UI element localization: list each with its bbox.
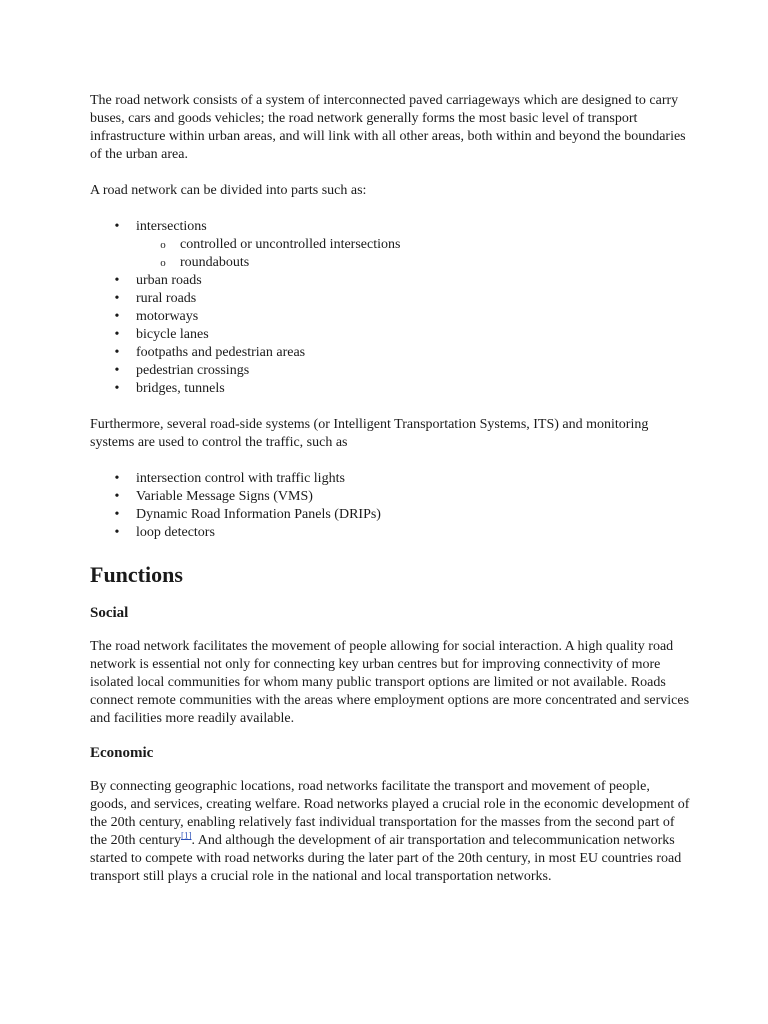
bullet-icon: • [114,273,120,288]
list-item-text: urban roads [136,273,202,288]
sub-list-item-text: roundabouts [180,255,250,270]
reference-link[interactable]: [1] [180,830,192,841]
list-item-text: rural roads [136,291,197,306]
list-item [90,488,690,506]
list-item [90,380,690,398]
bullet-icon: • [114,381,120,396]
list-item [90,326,690,344]
bullet-icon: • [114,345,120,360]
road-network-parts-list [90,218,690,398]
list-item-text: pedestrian crossings [136,363,250,378]
bullet-icon: • [114,489,120,504]
bullet-icon: • [114,471,120,486]
list-item-text: loop detectors [136,525,215,540]
bullet-icon: • [114,525,120,540]
list-item [90,362,690,380]
list-item-text: bridges, tunnels [136,381,225,396]
circle-bullet-icon: o [160,257,166,269]
list-item [90,506,690,524]
economic-text-before: By connecting geographic locations, road networks facilitate the transport and movement of people, goods, and services, creating welfare. Road networks played a crucial role in the economic development of the 20th century, enabling relatively fast individual transportation for the masses from the second part of the 20th century [90,779,690,848]
parts-intro-paragraph: A road network can be divided into parts such as: [90,183,367,198]
economic-text-after: . And although the development of air transportation and telecommunication networks started to compete with road networks during the later part of the 20th century, in most EU countries road transport still plays a crucial role in the national and local transportation networks. [90,833,682,884]
its-systems-list [90,470,690,542]
list-item-text: intersections [136,219,207,234]
document-page [90,92,690,886]
intro-paragraph: The road network consists of a system of interconnected paved carriageways which are designed to carry buses, cars and goods vehicles; the road network generally forms the most basic level of transport infrastructure within urban areas, and will link with all other areas, both within and beyond the boundaries of the urban area. [90,93,686,162]
list-item [90,524,690,542]
sub-list-item [136,236,690,254]
bullet-icon: • [114,507,120,522]
bullet-icon: • [114,219,120,234]
bullet-icon: • [114,291,120,306]
list-item-text: Dynamic Road Information Panels (DRIPs) [136,507,381,522]
list-item-text: motorways [136,309,199,324]
social-paragraph: The road network facilitates the movement of people allowing for social interaction. A high quality road network is essential not only for connecting key urban centres but for improving connectivity of more isolated local communities for whom many public transport options are limited or not available. Roads connect remote communities with the areas where employment options are more concentrated and services and facilities more readily available. [90,639,690,726]
bullet-icon: • [114,327,120,342]
list-item-text: Variable Message Signs (VMS) [136,489,313,504]
list-item [90,308,690,326]
economic-paragraph [90,778,690,886]
list-item-text: intersection control with traffic lights [136,471,345,486]
list-item [90,218,690,272]
bullet-icon: • [114,363,120,378]
list-item [90,470,690,488]
social-heading: Social [90,605,129,621]
circle-bullet-icon: o [160,239,166,251]
functions-heading: Functions [90,562,183,587]
intersections-sublist [136,236,690,272]
list-item [90,272,690,290]
list-item [90,290,690,308]
economic-heading: Economic [90,745,154,761]
its-intro-paragraph: Furthermore, several road-side systems (or Intelligent Transportation Systems, ITS) and monitoring systems are used to control the traffic, such as [90,417,649,450]
list-item [90,344,690,362]
list-item-text: bicycle lanes [136,327,209,342]
sub-list-item [136,254,690,272]
list-item-text: footpaths and pedestrian areas [136,345,306,360]
sub-list-item-text: controlled or uncontrolled intersections [180,237,401,252]
bullet-icon: • [114,309,120,324]
